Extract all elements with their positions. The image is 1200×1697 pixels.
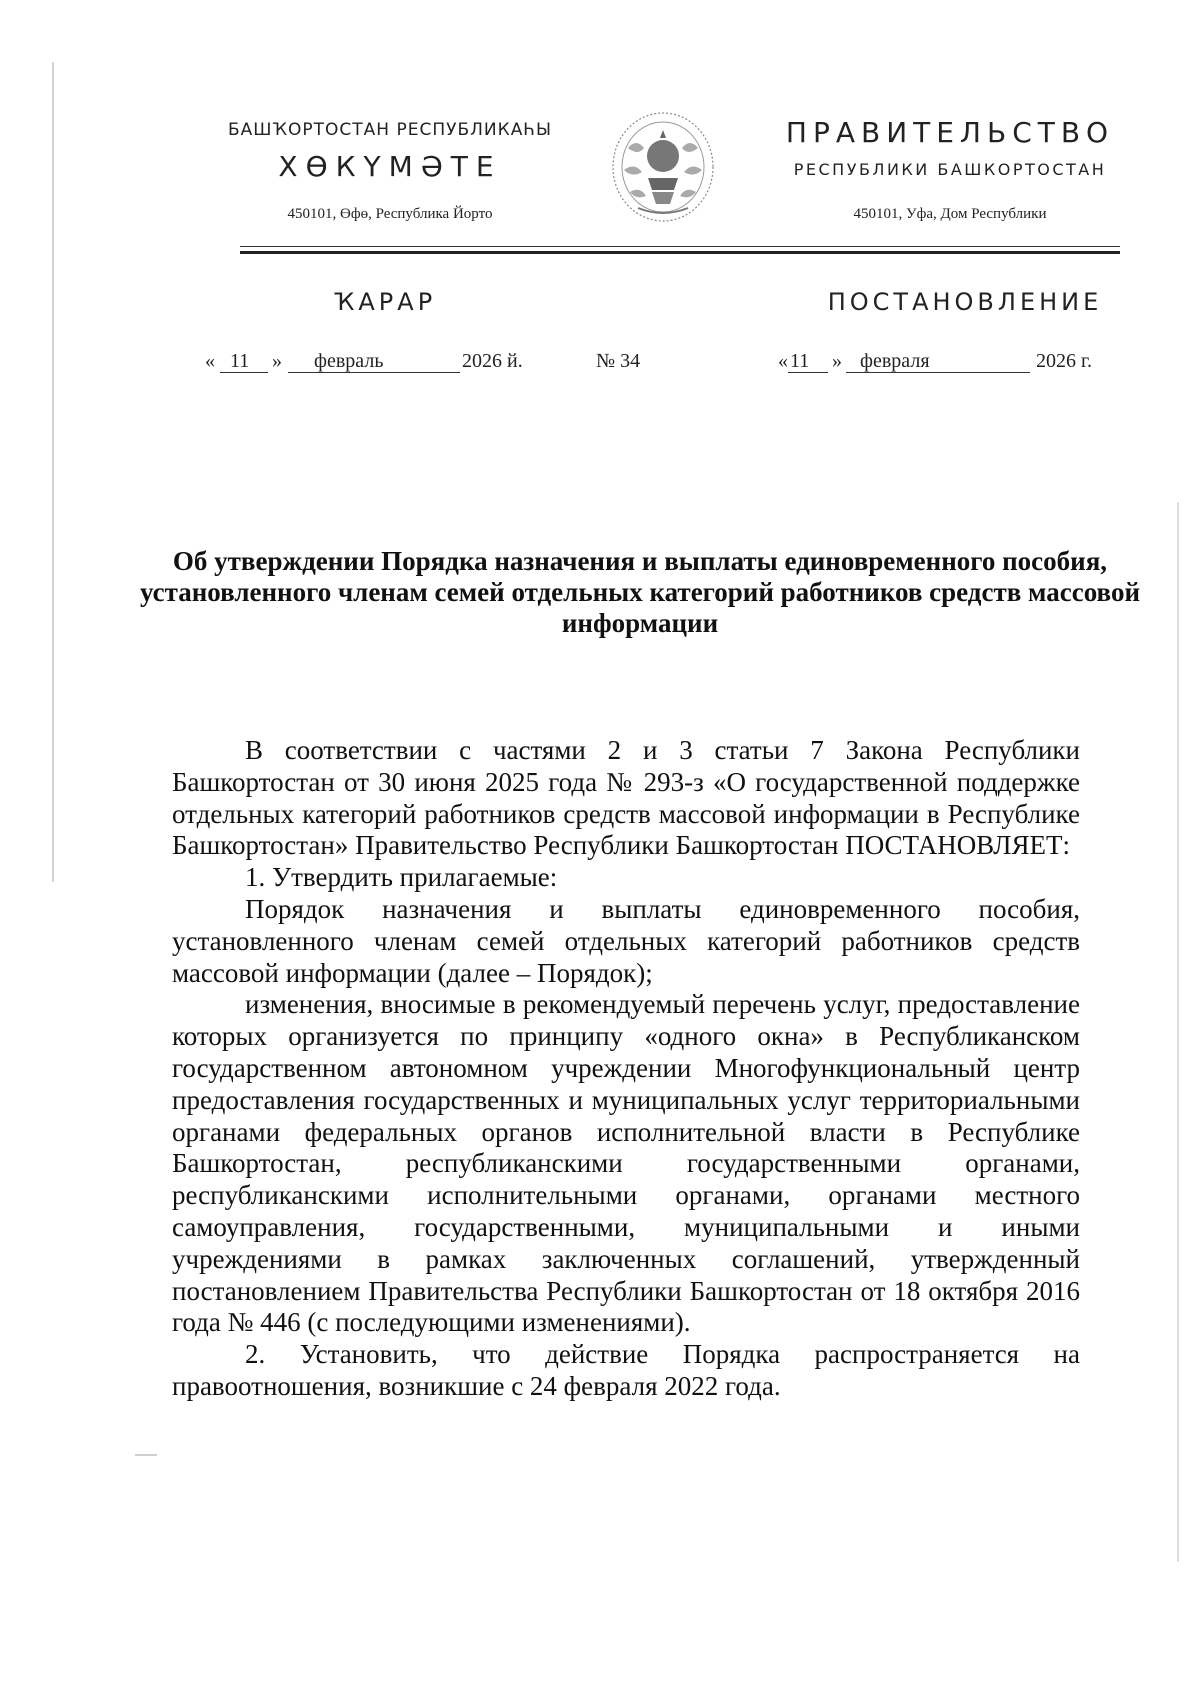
date-left-day-underline <box>220 372 268 373</box>
header-russian-address: 450101, Уфа, Дом Республики <box>853 206 1047 222</box>
scan-edge-mark <box>52 62 54 882</box>
header-divider-thin <box>240 246 1120 247</box>
header-bashkir-address: 450101, Өфө, Республика Йорто <box>287 206 493 222</box>
date-right-month-underline <box>846 372 1030 373</box>
date-left-month-underline <box>288 372 460 373</box>
scan-dash-mark <box>135 1454 157 1456</box>
header-divider-thick <box>240 251 1120 254</box>
date-left-year: 2026 й. <box>462 350 523 372</box>
body-paragraph-item-2: 2. Установить, что действие Порядка распространяется на правоотношения, возникшие с 24 февраля 2022 года. <box>172 1339 1080 1401</box>
date-left-day: 11 <box>230 350 250 372</box>
header-bashkir-republic: БАШҠОРТОСТАН РЕСПУБЛИКАҺЫ <box>227 120 553 140</box>
date-right-open-quote: « <box>778 350 788 372</box>
date-right-year: 2026 г. <box>1036 350 1092 372</box>
body-paragraph-procedure: Порядок назначения и выплаты единовременного пособия, установленного членам семей отдельных категорий работников средств массовой информации (далее – Порядок); <box>172 893 1080 988</box>
coat-of-arms-emblem-icon <box>608 108 718 226</box>
document-number: № 34 <box>596 350 641 372</box>
body-paragraph-preamble: В соответствии с частями 2 и 3 статьи 7 Закона Республики Башкортостан от 30 июня 2025 года № 293-з «О государственной поддержке отдельных категорий работников средств массовой информации в Республике Башкортостан» Правительство Республики Башкортостан ПОСТАНОВЛЯЕТ: <box>172 735 1080 861</box>
date-left-month: февраль <box>314 350 384 372</box>
body-paragraph-item-1: 1. Утвердить прилагаемые: <box>245 862 558 893</box>
doc-type-russian: ПОСТАНОВЛЕНИЕ <box>827 288 1103 316</box>
body-paragraph-amendments: изменения, вносимые в рекомендуемый перечень услуг, предоставление которых организуется по принципу «одного окна» в Республиканском государственном автономном учреждении Многофункциональный центр предоставления государственных и муниципальных услуг территориальными органами федеральных органов исполнительной власти в Республике Башкортостан, республиканскими государственными органами, республиканскими исполнительными органами, органами местного самоуправления, государственными, муниципальными и иными учреждениями в рамках заключенных соглашений, утвержденный постановлением Правительства Республики Башкортостан от 18 октября 2016 года № 446 (с последующими изменениями). <box>172 989 1080 1338</box>
date-right-day-underline <box>788 372 828 373</box>
doc-type-bashkir: ҠАРАР <box>333 288 437 316</box>
date-left-open-quote: « <box>205 350 215 372</box>
header-russian-government: ПРАВИТЕЛЬСТВО <box>785 116 1115 149</box>
document-title: Об утверждении Порядка назначения и выплаты единовременного пособия, установленного членам семей отдельных категорий работников средств массовой информации <box>140 546 1141 638</box>
date-right-close-quote: » <box>832 350 842 372</box>
header-russian-republic: РЕСПУБЛИКИ БАШКОРТОСТАН <box>793 160 1107 179</box>
date-left-close-quote: » <box>272 350 282 372</box>
document-body <box>172 735 1080 1403</box>
scan-edge-mark <box>1177 502 1179 1562</box>
header-bashkir-government: ХӨКҮМӘТЕ <box>278 150 502 183</box>
date-right-month: февраля <box>860 350 930 372</box>
date-right-day: 11 <box>790 350 810 372</box>
